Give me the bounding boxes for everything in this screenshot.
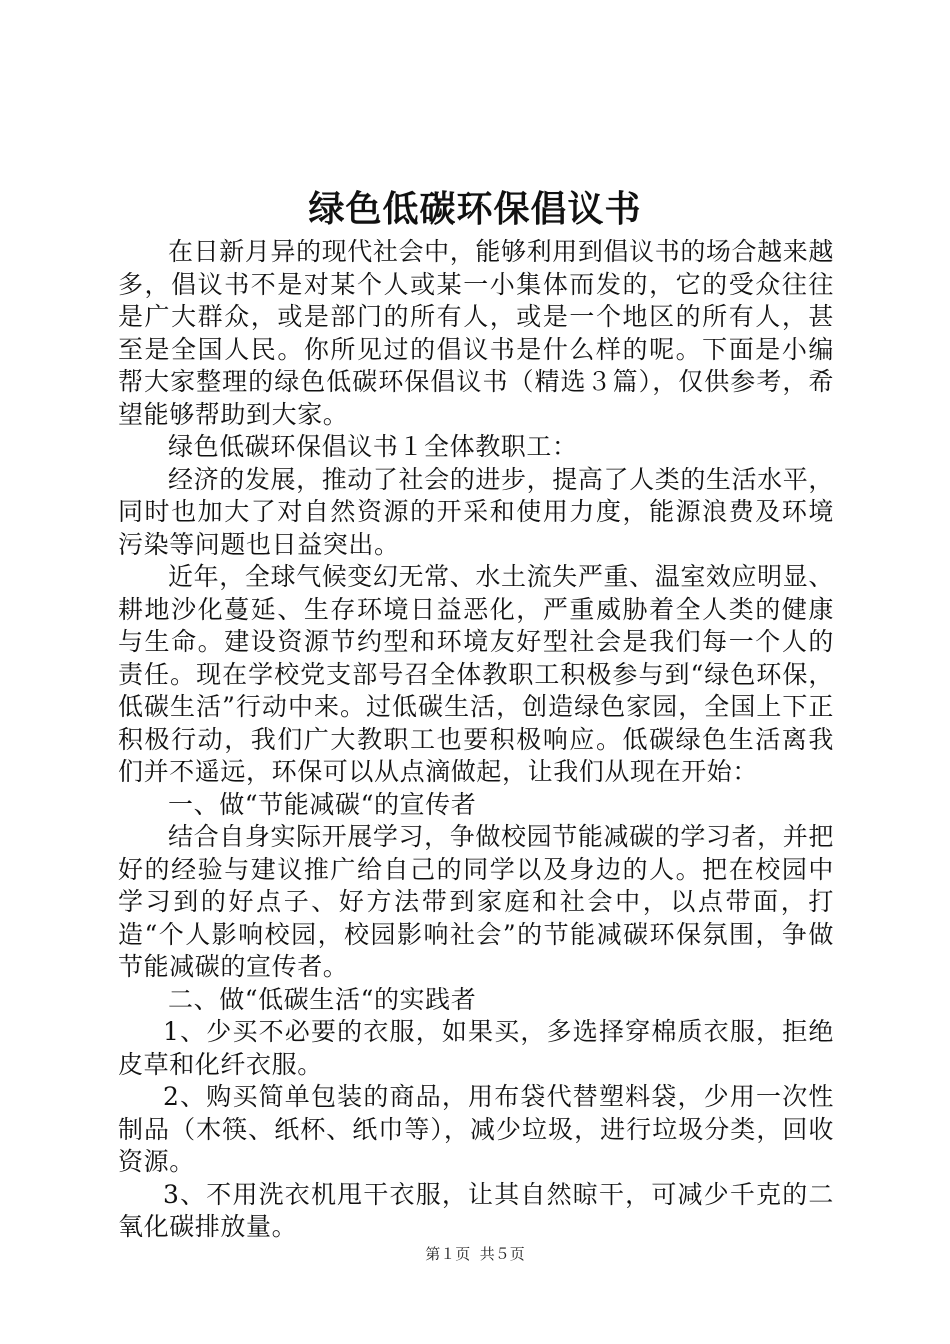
section-heading-2: 二、做“低碳生活“的实践者 bbox=[168, 984, 477, 1014]
paragraph-intro: 在日新月异的现代社会中，能够利用到倡议书的场合越来越多，倡议书不是对某个人或某一小集体而发的，它的受众往往是广大群众，或是部门的所有人，或是一个地区的所有人，甚至是全国人民。你所见过的倡议书是什么样的呢。下面是小编帮大家整理的绿色低碳环保倡议书（精选３篇），仅供参考，希望能够帮助到大家。 bbox=[118, 237, 834, 429]
paragraph-salutation: 绿色低碳环保倡议书１全体教职工： bbox=[168, 432, 578, 461]
paragraph-section-1: 结合自身实际开展学习，争做校园节能减碳的学习者，并把好的经验与建议推广给自己的同学以及身边的人。把在校园中学习到的好点子、好方法带到家庭和社会中，以点带面，打造“个人影响校园，校园影响社会”的节能减碳环保氛围，争做节能减碳的宣传者。 bbox=[118, 822, 834, 981]
list-item-2: 2、购买简单包装的商品，用布袋代替塑料袋，少用一次性制品（木筷、纸杯、纸巾等），减少垃圾，进行垃圾分类，回收资源。 bbox=[118, 1082, 834, 1176]
document-body bbox=[118, 236, 834, 1244]
paragraph-recent-years: 近年，全球气候变幻无常、水土流失严重、温室效应明显、耕地沙化蔓延、生存环境日益恶化，严重威胁着全人类的健康与生命。建设资源节约型和环境友好型社会是我们每一个人的责任。现在学校党支部号召全体教职工积极参与到“绿色环保，低碳生活”行动中来。过低碳生活，创造绿色家园，全国上下正积极行动，我们广大教职工也要积极响应。低碳绿色生活离我们并不遥远，环保可以从点滴做起，让我们从现在开始： bbox=[118, 562, 834, 786]
list-item-3: 3、不用洗衣机甩干衣服，让其自然晾干，可减少千克的二氧化碳排放量。 bbox=[118, 1179, 834, 1241]
document-title: 绿色低碳环保倡议书 bbox=[308, 188, 642, 230]
page-number: 第１页 bbox=[425, 1245, 471, 1263]
page-total: 共５页 bbox=[479, 1245, 525, 1263]
page-footer bbox=[0, 1244, 950, 1264]
paragraph-economy: 经济的发展，推动了社会的进步，提高了人类的生活水平，同时也加大了对自然资源的开采和使用力度，能源浪费及环境污染等问题也日益突出。 bbox=[118, 464, 834, 559]
list-item-1: 1、少买不必要的衣服，如果买，多选择穿棉质衣服，拒绝皮草和化纤衣服。 bbox=[118, 1017, 834, 1079]
section-heading-1: 一、做“节能减碳“的宣传者 bbox=[168, 789, 477, 819]
